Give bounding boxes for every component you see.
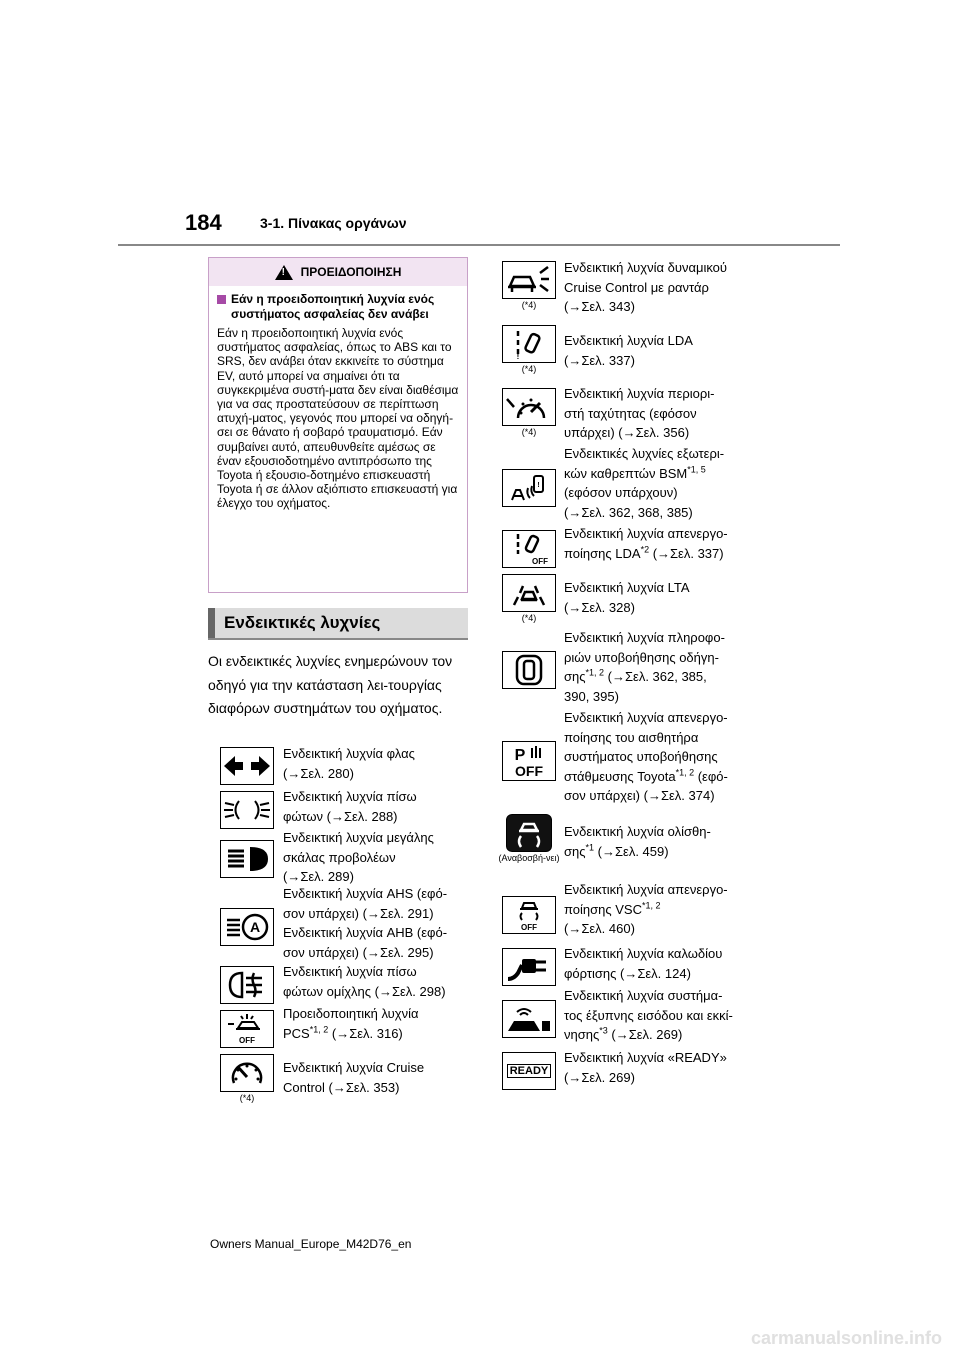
ready-icon [502,1052,556,1090]
lta-icon [502,574,556,612]
desc-line: ριών υποβοήθησης οδήγη- [564,649,719,665]
footer: Owners Manual_Europe_M42D76_en [210,1237,412,1251]
heading-bar [208,608,215,638]
charging-cable-icon [502,948,556,986]
radar-cruise-icon [502,261,556,299]
right-desc-12 [564,1048,727,1087]
desc-line: Ενδεικτική λυχνία περιορι- [564,386,715,401]
desc-line: Cruise Control με ραντάρ [564,279,709,295]
desc-line: σον υπάρχει) (→Σελ. 374) [564,788,715,803]
high-beam-icon [220,840,274,878]
pcs-off-label: OFF [239,1036,255,1045]
desc-line: τος έξυπνης εισόδου και εκκί- [564,1007,733,1023]
speed-limiter-note: (*4) [521,427,537,437]
watermark: carmanualsonline.info [750,1328,942,1348]
intro-paragraph: Οι ενδεικτικές λυχνίες ενημερώνουν τον οδηγό για την κατάσταση λει-τουργίας διαφόρων συστημάτων του οχήματος. [208,653,453,716]
right-desc-8 [564,822,711,861]
desc-line: Προειδοποιητική λυχνία [283,1006,419,1021]
desc-line: (εφόσον υπάρχουν) [564,485,678,500]
desc-line: Ενδεικτική λυχνία φλας [283,746,415,761]
desc-line: Ενδεικτική λυχνία ολίσθη- [564,824,711,839]
desc-line: συστήματος υποβοήθησης [564,749,718,764]
lda-off-label: OFF [532,557,548,566]
desc-line: Ενδεικτική λυχνία «READY» [564,1050,727,1065]
right-desc-3 [564,444,724,522]
warning-box [208,257,468,593]
desc-line: στάθμευσης Toyota$^{*1, 2}$ (εφό- [564,767,728,784]
desc-line: σον υπάρχει) (→Σελ. 295) [283,944,434,960]
right-desc-10 [564,944,722,983]
warning-body: Εάν η προειδοποιητική λυχνία ενός συστήματος ασφαλείας, όπως το ABS και το SRS, δεν ανάβει όταν εκκινείτε το σύστημα EV, αυτό μπορεί να σημαίνει ότι τα συγκεκριμένα συστή-ματα δεν είναι διαθέσιμα για να σας προστατεύσουν σε περίπτωση ατυχή-ματος, γεγονός που μπορεί να οδηγή-σει σε θάνατο ή σοβαρό τραυματισμό. Εάν συμβαίνει αυτό, απευθυνθείτε αμέσως σε έναν εξουσιοδοτημένο αντιπρόσωπο της Toyota ή εξουσιο-δοτημένο επισκευαστή Toyota ή σε άλλον αξιόπιστο επισκευαστή για έλεγχο του οχήματος. [217,326,459,511]
desc-line: ποίησης του αισθητήρα [564,729,699,745]
desc-line: (→Σελ. 269) [564,1069,635,1085]
warning-title: Εάν η προειδοποιητική λυχνία ενός συστήματος ασφαλείας δεν ανάβει [231,292,435,321]
desc-line: (→Σελ. 280) [283,765,354,781]
left-desc-6 [283,1058,424,1097]
p-letter: P [514,747,526,764]
indicators-heading-box [208,608,468,640]
left-desc-2 [283,828,434,887]
smart-entry-icon [502,1000,556,1038]
desc-line: Ενδεικτική λυχνία LDA [564,333,693,348]
desc-line: (→Σελ. 337) [564,352,635,368]
lda-icon [502,325,556,363]
desc-line: Ενδεικτική λυχνία Cruise [283,1060,425,1075]
slip-indicator-icon [506,814,552,852]
right-desc-5 [564,578,690,617]
desc-line: νησης$^{*3}$ (→Σελ. 269) [564,1025,683,1042]
desc-line: Ενδεικτική λυχνία LTA [564,580,690,595]
a-letter: A [249,919,261,935]
desc-line: Ενδεικτική λυχνία δυναμικού [564,260,728,275]
desc-line: φώτων ομίχλης (→Σελ. 298) [283,983,446,999]
left-desc-0 [283,744,415,783]
ahs-icon [220,908,274,946]
off-label: OFF [515,763,543,779]
desc-line: φώτων (→Σελ. 288) [283,808,398,824]
bsm-mirror-icon [502,469,556,507]
pcs-off-icon [220,1010,274,1048]
desc-line: Control (→Σελ. 353) [283,1079,400,1095]
ready-label: READY [507,1064,552,1078]
tail-light-icon [220,791,274,829]
desc-line: Ενδεικτικές λυχνίες εξωτερι- [564,446,725,461]
warning-triangle-icon [275,265,293,280]
cruise-note: (*4) [239,1093,255,1103]
desc-line: ποίησης LDA$^{*2}$ (→Σελ. 337) [564,544,724,561]
desc-line: Ενδεικτική λυχνία καλωδίου [564,946,723,961]
left-desc-4 [283,962,446,1001]
right-desc-11 [564,986,733,1045]
lta-note: (*4) [521,613,537,623]
left-desc-3 [283,884,447,962]
desc-line: Ενδεικτική λυχνία απενεργο- [564,882,728,897]
right-desc-7 [564,708,728,806]
lda-note: (*4) [521,364,537,374]
desc-line: φόρτισης (→Σελ. 124) [564,965,691,981]
warning-title-row [209,286,467,322]
right-desc-2 [564,384,714,443]
warning-heading: ΠΡΟΕΙΔΟΠΟΙΗΣΗ [300,265,402,279]
radar-cruise-note: (*4) [521,300,537,310]
desc-line: (→Σελ. 362, 368, 385) [564,504,693,520]
desc-line: Ενδεικτική λυχνία πληροφο- [564,630,725,645]
right-desc-6 [564,628,725,706]
desc-line: Ενδεικτική λυχνία μεγάλης [283,830,434,845]
desc-line: Ενδεικτική λυχνία AHS (εφό- [283,886,448,901]
square-bullet-icon [217,295,226,304]
desc-line: κών καθρεπτών BSM$^{*1, 5}$ [564,464,706,481]
right-desc-4 [564,524,728,563]
desc-line: Ενδεικτική λυχνία απενεργο- [564,710,728,725]
desc-line: ποίησης VSC$^{*1, 2}$ [564,900,661,917]
vsc-off-icon [502,896,556,934]
left-desc-5 [283,1004,419,1043]
speed-limiter-icon [502,388,556,426]
desc-line: στή ταχύτητας (εφόσον [564,405,697,421]
right-desc-9 [564,880,728,939]
svg-text:!: ! [537,482,540,489]
desc-line: (→Σελ. 460) [564,921,635,936]
parking-sensor-off-icon [502,741,556,781]
desc-line: (→Σελ. 343) [564,299,635,314]
svg-text:!: ! [516,352,520,360]
desc-line: σης$^{*1}$ (→Σελ. 459) [564,842,669,859]
warning-header [209,258,467,286]
indicators-heading: Ενδεικτικές λυχνίες [224,613,381,632]
desc-line: σον υπάρχει) (→Σελ. 291) [283,905,434,921]
rear-fog-icon [220,966,274,1004]
vsc-off-label: OFF [521,923,537,932]
turn-signal-icon [220,747,274,785]
section-title: 3-1. Πίνακας οργάνων [260,215,407,231]
slip-note: (Αναβοσβή-νει) [498,853,560,863]
desc-line: υπάρχει) (→Σελ. 356) [564,425,690,440]
header-rule [118,244,840,246]
desc-line: 390, 395) [564,688,619,704]
cruise-control-icon [220,1054,274,1092]
desc-line: Ενδεικτική λυχνία πίσω [283,964,417,979]
left-desc-1 [283,787,417,826]
desc-line: (→Σελ. 328) [564,599,635,615]
page-number: 184 [185,210,222,235]
right-desc-1 [564,331,693,370]
right-desc-0 [564,258,727,317]
driving-assist-info-icon [502,651,556,689]
desc-line: Ενδεικτική λυχνία συστήμα- [564,988,723,1003]
desc-line: Ενδεικτική λυχνία AHB (εφό- [283,925,448,940]
lda-off-icon [502,530,556,568]
desc-line: PCS$^{*1, 2}$ (→Σελ. 316) [283,1024,403,1041]
desc-line: Ενδεικτική λυχνία απενεργο- [564,526,728,541]
desc-line: (→Σελ. 289) [283,869,354,884]
desc-line: Ενδεικτική λυχνία πίσω [283,789,417,804]
desc-line: σης$^{*1, 2}$ (→Σελ. 362, 385, [564,667,707,684]
desc-line: σκάλας προβολέων [283,849,396,865]
